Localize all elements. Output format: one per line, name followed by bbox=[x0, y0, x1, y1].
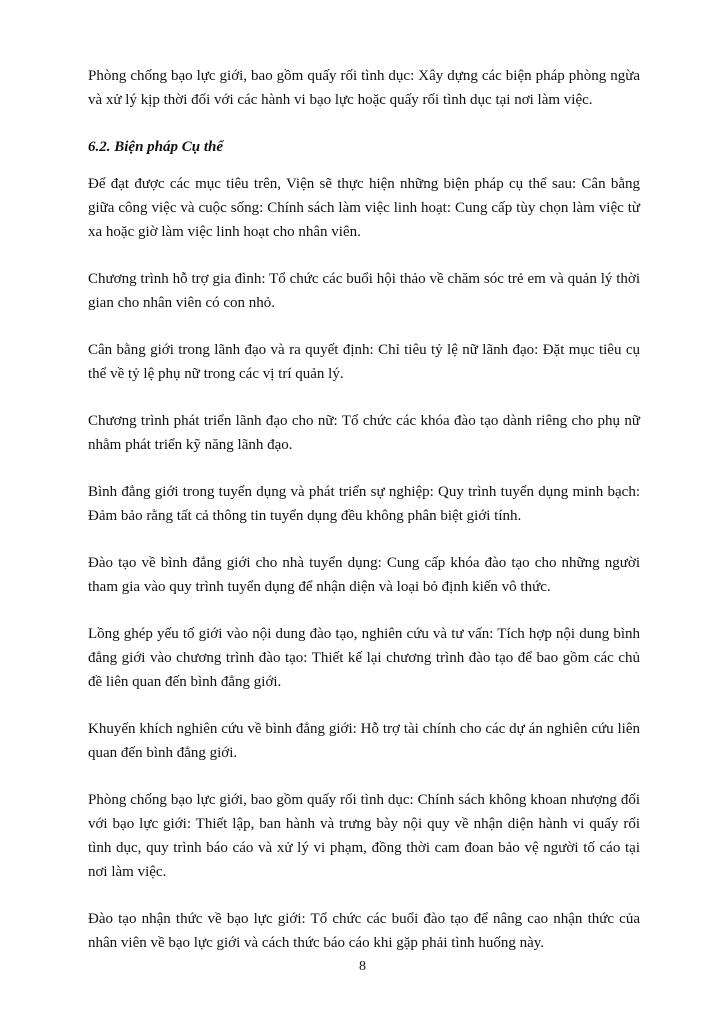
paragraph-measures-intro: Để đạt được các mục tiêu trên, Viện sẽ thực hiện những biện pháp cụ thể sau: Cân bằng giữa công việc và cuộc sống: Chính sách làm việc linh hoạt: Cung cấp tùy chọn làm việc từ xa hoặc giờ làm việc linh hoạt cho nhân viên. bbox=[88, 176, 640, 240]
paragraph-recruitment-equality: Bình đẳng giới trong tuyển dụng và phát triển sự nghiệp: Quy trình tuyển dụng minh bạch: Đảm bảo rằng tất cả thông tin tuyển dụng đều không phân biệt giới tính. bbox=[88, 484, 640, 524]
paragraph-women-leadership-program: Chương trình phát triển lãnh đạo cho nữ: Tổ chức các khóa đào tạo dành riêng cho phụ nữ nhằm phát triển kỹ năng lãnh đạo. bbox=[88, 413, 640, 453]
paragraph-recruiter-training: Đào tạo về bình đẳng giới cho nhà tuyển dụng: Cung cấp khóa đào tạo cho những người tham gia vào quy trình tuyển dụng để nhận diện và loại bỏ định kiến vô thức. bbox=[88, 555, 640, 595]
page-body bbox=[88, 64, 640, 978]
paragraph-research-encouragement: Khuyến khích nghiên cứu về bình đẳng giới: Hỗ trợ tài chính cho các dự án nghiên cứu liên quan đến bình đẳng giới. bbox=[88, 721, 640, 761]
paragraph-family-support: Chương trình hỗ trợ gia đình: Tổ chức các buổi hội thảo về chăm sóc trẻ em và quản lý thời gian cho nhân viên có con nhỏ. bbox=[88, 271, 640, 311]
page-number: 8 bbox=[359, 959, 366, 974]
paragraph-gender-mainstreaming: Lồng ghép yếu tố giới vào nội dung đào tạo, nghiên cứu và tư vấn: Tích hợp nội dung bình đẳng giới vào chương trình đào tạo: Thiết kế lại chương trình đào tạo để bao gồm các chủ đề liên quan đến bình đẳng giới. bbox=[88, 626, 640, 690]
section-heading: 6.2. Biện pháp Cụ thể bbox=[88, 139, 224, 155]
paragraph-awareness-training: Đào tạo nhận thức về bạo lực giới: Tổ chức các buổi đào tạo để nâng cao nhận thức của nhân viên về bạo lực giới và cách thức báo cáo khi gặp phải tình huống này. bbox=[88, 911, 640, 951]
paragraph-violence-prevention: Phòng chống bạo lực giới, bao gồm quấy rối tình dục: Chính sách không khoan nhượng đối với bạo lực giới: Thiết lập, ban hành và trưng bày nội quy về nhận diện hành vi quấy rối tình dục, quy trình báo cáo và xử lý vi phạm, đồng thời cam đoan bảo vệ người tố cáo tại nơi làm việc. bbox=[88, 792, 640, 880]
paragraph-leadership-balance: Cân bằng giới trong lãnh đạo và ra quyết định: Chỉ tiêu tỷ lệ nữ lãnh đạo: Đặt mục tiêu cụ thể về tỷ lệ phụ nữ trong các vị trí quản lý. bbox=[88, 342, 640, 382]
intro-paragraph: Phòng chống bạo lực giới, bao gồm quấy rối tình dục: Xây dựng các biện pháp phòng ngừa và xử lý kịp thời đối với các hành vi bạo lực hoặc quấy rối tình dục tại nơi làm việc. bbox=[88, 68, 640, 108]
